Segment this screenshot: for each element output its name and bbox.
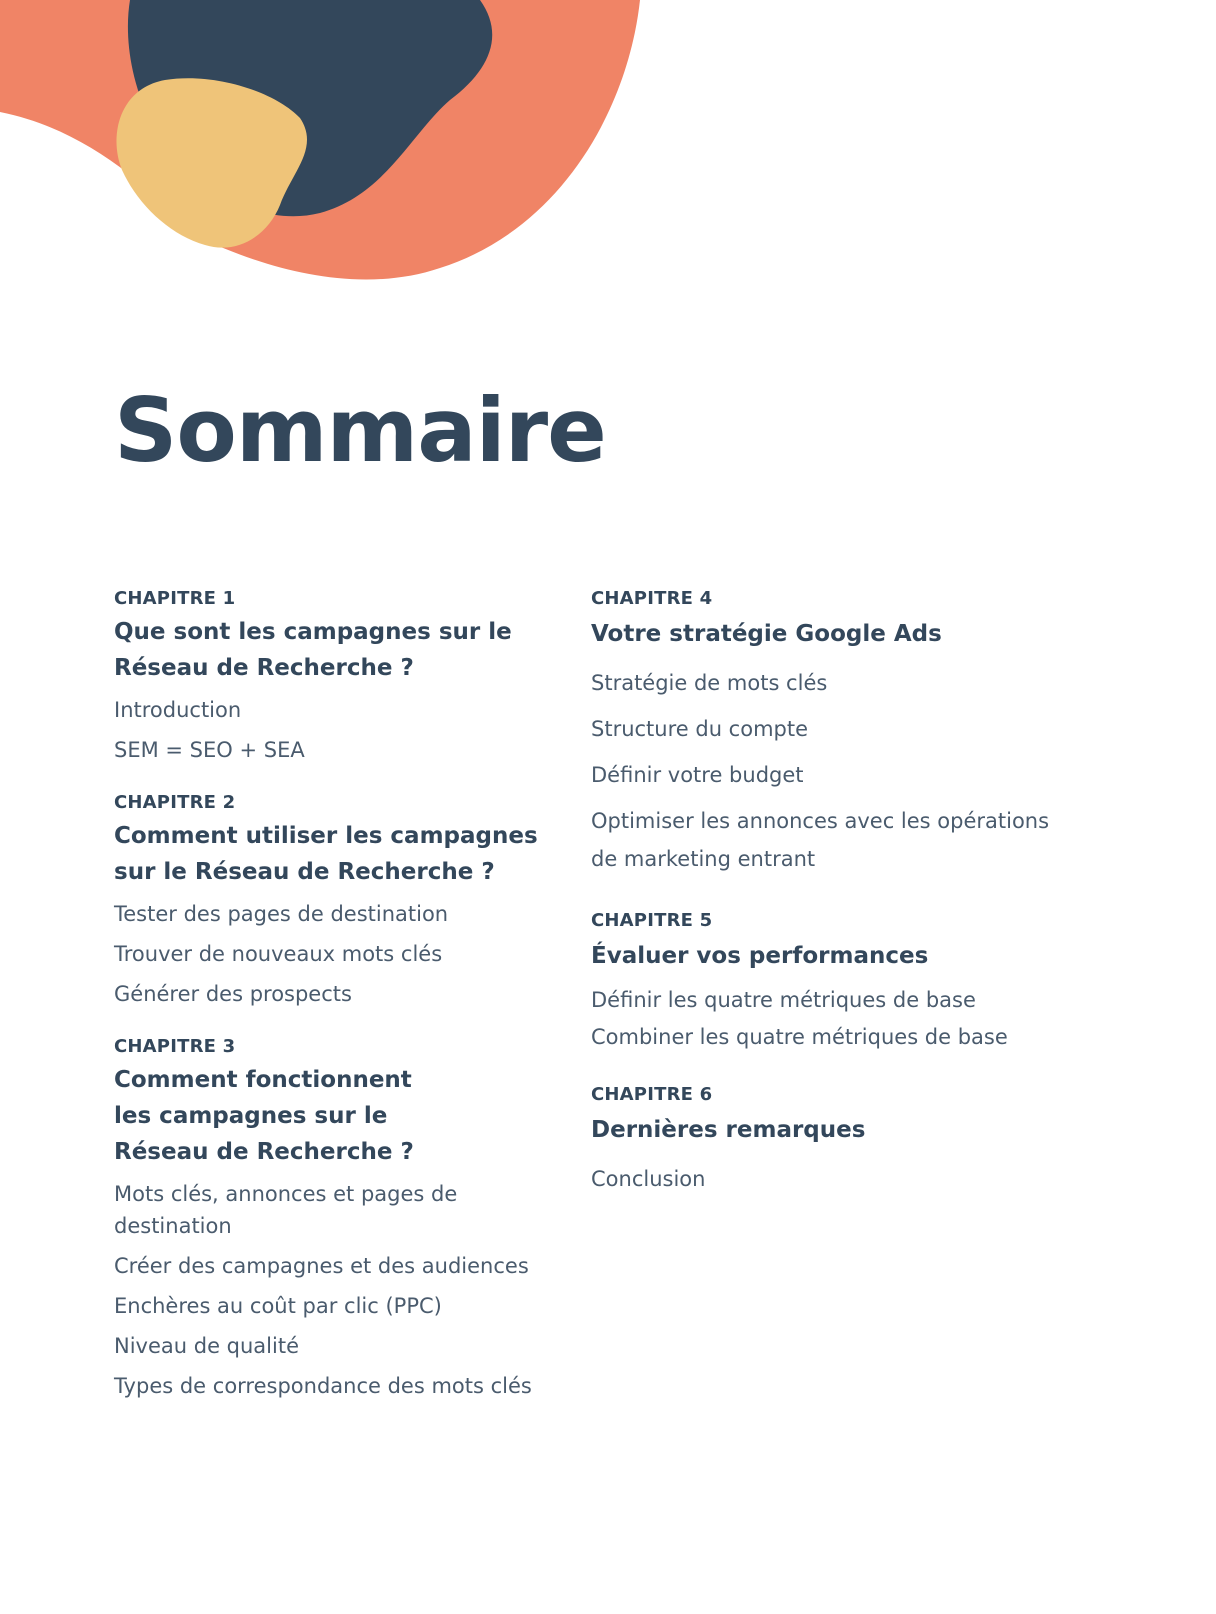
chapter-4	[591, 588, 1081, 882]
chapter-2	[114, 792, 564, 1014]
chapter-label: CHAPITRE 1	[114, 588, 236, 609]
chapter-title: Votre stratégie Google Ads	[591, 621, 942, 647]
toc-item: Enchères au coût par clic (PPC)	[114, 1294, 442, 1318]
toc-item: Optimiser les annonces avec les opérations de marketing entrant	[591, 809, 1050, 871]
toc-item: Mots clés, annonces et pages de destination	[114, 1182, 458, 1238]
toc-item: Niveau de qualité	[114, 1334, 300, 1358]
toc-item: Structure du compte	[591, 717, 809, 741]
toc-item: Conclusion	[591, 1167, 706, 1191]
chapter-label: CHAPITRE 5	[591, 910, 713, 931]
toc-item: Créer des campagnes et des audiences	[114, 1254, 529, 1278]
toc-item: Stratégie de mots clés	[591, 671, 828, 695]
page-title: Sommaire	[114, 379, 606, 482]
chapter-label: CHAPITRE 4	[591, 588, 713, 609]
toc-item: Générer des prospects	[114, 982, 352, 1006]
chapter-items	[114, 1174, 564, 1406]
chapter-items	[591, 660, 1081, 882]
toc-item: Introduction	[114, 698, 242, 722]
chapter-items	[114, 690, 564, 770]
toc-right-column	[591, 588, 1081, 1202]
toc-item: Tester des pages de destination	[114, 902, 449, 926]
toc-item: Trouver de nouveaux mots clés	[114, 942, 443, 966]
chapter-6	[591, 1084, 1081, 1202]
chapter-title: Comment utiliser les campagnes sur le Réseau de Recherche ?	[114, 823, 538, 885]
chapter-label: CHAPITRE 3	[114, 1036, 236, 1057]
chapter-title: Que sont les campagnes sur le Réseau de Recherche ?	[114, 619, 512, 681]
chapter-title	[114, 1062, 564, 1170]
toc-item: Combiner les quatre métriques de base	[591, 1025, 1008, 1049]
chapter-items	[591, 1156, 1081, 1202]
chapter-title: Dernières remarques	[591, 1117, 866, 1143]
chapter-3	[114, 1036, 564, 1406]
chapter-title-line: les campagnes sur le	[114, 1103, 388, 1129]
toc-item: Types de correspondance des mots clés	[114, 1374, 532, 1398]
chapter-items	[114, 894, 564, 1014]
chapter-title: Évaluer vos performances	[591, 943, 929, 969]
chapter-items	[591, 982, 1081, 1056]
chapter-title-line: Réseau de Recherche ?	[114, 1139, 414, 1165]
chapter-title-line: Comment fonctionnent	[114, 1067, 412, 1093]
chapter-label: CHAPITRE 6	[591, 1084, 713, 1105]
toc-item: SEM = SEO + SEA	[114, 738, 305, 762]
toc-item: Définir les quatre métriques de base	[591, 988, 976, 1012]
chapter-label: CHAPITRE 2	[114, 792, 236, 813]
chapter-5	[591, 910, 1081, 1056]
toc-item: Définir votre budget	[591, 763, 804, 787]
chapter-1	[114, 588, 564, 770]
decorative-blobs	[0, 0, 660, 290]
toc-left-column	[114, 588, 564, 1406]
